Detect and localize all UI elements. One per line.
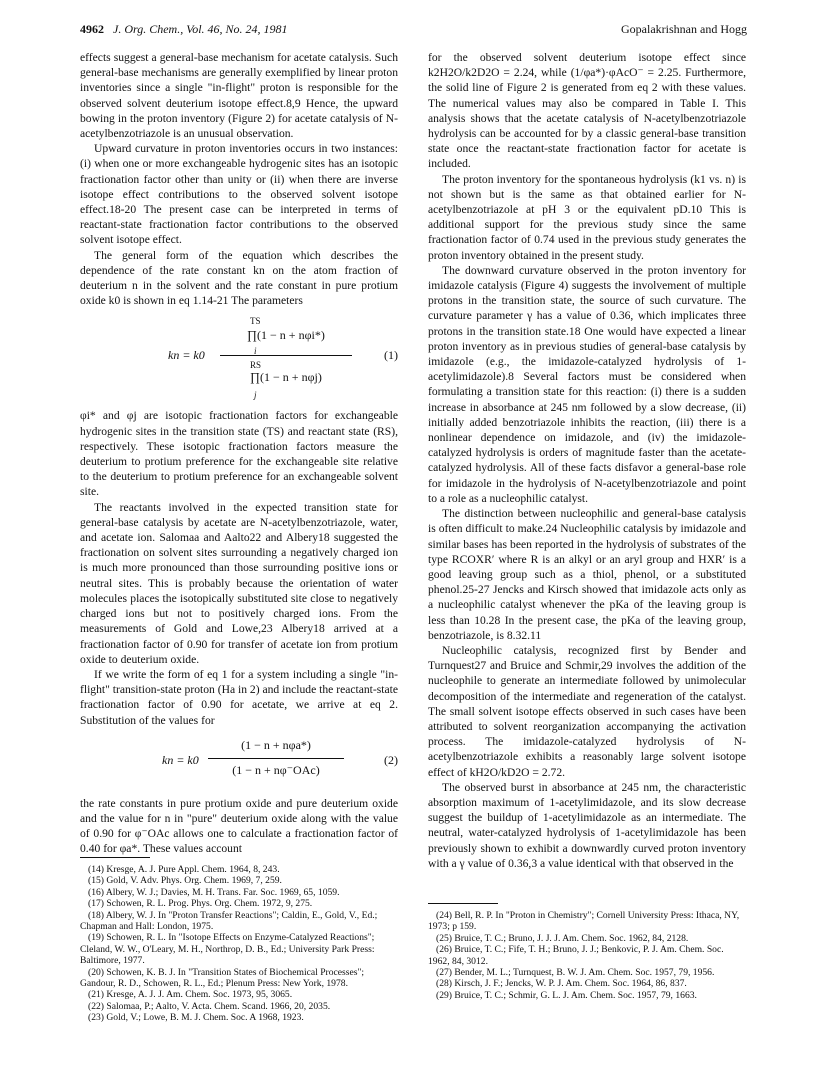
footnote: (17) Schowen, R. L. Prog. Phys. Org. Chem. 1972, 9, 275. [88,898,313,910]
paragraph: The reactants involved in the expected transition state for general-base catalysis by acetate are N-acetylbenzotriazole, water, and acetate ion. Salomaa and Aalto22 and Albery18 suggested the fractionation on solvent sites surrounding a negatively charged ion is much more pronounced than those surrounding positive ions or neutral sites. This is probably because the orientation of water molecules places the isotopically substituted site close to negatively charged ions but not to positively charged ions. From the measurements of Gold and Lowe,23 Albery18 arrived at a fractionation factor of 0.90 for transfer of acetate ion from protium oxide to deuterium oxide. [80,500,398,666]
paragraph: the rate constants in pure protium oxide and pure deuterium oxide and the value for n in "pure" deuterium oxide along with the value of 0.90 for φ⁻OAc allows one to calculate a fractionation factor of 0.40 for φa*. These values account [80,796,398,856]
footnote-rule [428,903,498,904]
left-column [80,50,398,857]
paragraph: The downward curvature observed in the proton inventory for imidazole catalysis (Figure 4) suggests the involvement of multiple protons in the transition state, the source of such curvature. The curvature parameter γ has a value of 0.36, which implicates three protons in the transition state.18 One would have expected a linear proton inventory as in previous studies of general-base catalysis by imidazole (e.g., the imidazole-catalyzed hydrolysis of 1-acetylimidazole).8 Several factors must be considered when formulating a transition state for this reaction: (i) there is a sudden increase in absorbance at 245 nm followed by a slow decrease, (ii) initially added benzotriazole inhibits the reaction, (iii) there is a nonlinear dependence on imidazole, and (iv) the imidazole-catalyzed hydrolysis is orders of magnitude faster than the acetate-catalyzed hydrolysis. All of these facts disfavor a general-base role for imidazole in the hydrolysis of N-acetylbenzotriazole and point to a role as a nucleophilic catalyst. [428,263,746,505]
product-index: i [254,346,257,357]
footnote: (28) Kirsch, J. F.; Jencks, W. P. J. Am. Chem. Soc. 1964, 86, 837. [436,978,687,990]
footnotes-left [80,857,398,1024]
paragraph: for the observed solvent deuterium isotope effect since k2H2O/k2D2O = 2.24, while (1/φa*)·φAcO⁻ = 2.25. Furthermore, the solid line of Figure 2 is generated from eq 2 with these values. The numerical values may also be compared in Table I. This analysis shows that the acetate catalysis of N-acetylbenzotriazole hydrolysis can be accounted for by a classic general-base transition state once the reactant-state fractionation factor for acetate is included. [428,51,746,171]
equation-number: (2) [384,752,398,767]
footnote: (21) Kresge, A. J. J. Am. Chem. Soc. 1973, 95, 3065. [88,989,293,1001]
footnote: (14) Kresge, A. J. Pure Appl. Chem. 1964, 8, 243. [88,864,280,875]
footnote: (26) Bruice, T. C.; Fife, T. H.; Bruno, J. J.; Benkovic, P. J. Am. Chem. Soc. 1962, 84, 3012. [428,944,724,967]
equation-numerator: (1 − n + nφa*) [241,737,311,752]
footnotes-right [428,903,746,1001]
footnote: (15) Gold, V. Adv. Phys. Org. Chem. 1969, 7, 259. [88,875,282,887]
equation-number: (1) [384,348,398,363]
equation-denominator: (1 − n + nφ⁻OAc) [232,762,320,777]
footnote: (24) Bell, R. P. In "Proton in Chemistry"; Cornell University Press: Ithaca, NY, 1973; p 159. [428,910,740,933]
paragraph: If we write the form of eq 1 for a system including a single "in-flight" transition-state proton (Ha in 2) and include the reactant-state fractionation factor of 0.90 for acetate, we arrive at eq 2. Substitution of the values for [80,667,398,727]
equation-2 [80,736,398,788]
footnote: (18) Albery, W. J. In "Proton Transfer Reactions"; Caldin, E., Gold, V., Ed.; Chapman and Hall: London, 1975. [80,909,378,933]
footnote: (23) Gold, V.; Lowe, B. M. J. Chem. Soc. A 1968, 1923. [88,1012,304,1024]
equation-denominator: ∏(1 − n + nφj) [250,370,322,385]
paragraph: effects suggest a general-base mechanism for acetate catalysis. Such general-base mechanisms are generally exemplified by linear proton inventories since a single "in-flight" proton is responsible for the observed solvent deuterium isotope effect.8,9 Hence, the upward bowing in the proton inventory (Figure 2) for acetate catalysis of N-acetylbenzotriazole is an unusual observation. [80,51,398,141]
equation-1 [80,314,398,402]
running-header [80,22,747,38]
equation-lhs: kn = k0 [162,752,199,767]
paragraph: Upward curvature in proton inventories occurs in two instances: (i) when one or more exchangeable hydrogenic sites has an isotopic fractionation factor other than unity or (ii) when there are inverse isotope effect contributions to the observed solvent isotope effect.18-20 The present case can be interpreted in terms of reactant-state fractionation factor contributions to the observed solvent isotope effect. [80,142,398,247]
equation-numerator: ∏(1 − n + nφi*) [247,328,325,343]
paragraph: The observed burst in absorbance at 245 nm, the characteristic absorption maximum of 1-acetylimidazole, and its slow decrease suggest the buildup of 1-acetylimidazole as an intermediate. The neutral, water-catalyzed hydrolysis of 1-acetylimidazole has been previously shown to exhibit a downwardly curved proton inventory with a γ value of 0.36,3 a value identical with that observed in the [428,780,746,870]
product-index: j [254,390,257,401]
product-upper-limit: TS [250,316,261,327]
fraction-bar [208,758,344,759]
equation-lhs: kn = k0 [168,348,205,363]
paragraph: Nucleophilic catalysis, recognized first by Bender and Turnquest27 and Bruice and Schmir,29 involves the addition of the nucleophile to generate an intermediate followed by unimolecular decomposition of the intermediate and regeneration of the catalyst. The small solvent isotope effects observed in such cases have been attributed to solvent reorganization accompanying the activation process. The imidazole-catalyzed hydrolysis of N-acetylbenzotriazole exhibits a reasonably large solvent isotope effect of kH2O/kD2O = 2.72. [428,643,746,779]
paragraph: φi* and φj are isotopic fractionation factors for exchangeable hydrogenic sites in the transition state (TS) and reactant state (RS), respectively. These isotopic fractionation factors measure the deuterium to protium preference for the exchangeable site relative to the deuterium to protium preference for an exchangeable solvent site. [80,409,398,499]
footnote: (19) Schowen, R. L. In "Isotope Effects on Enzyme-Catalyzed Reactions"; Cleland, W. W., O'Leary, M. H., Northrop, D. B., Ed.; University Park Press: Baltimore, 1977. [80,932,375,967]
footnote: (22) Salomaa, P.; Aalto, V. Acta. Chem. Scand. 1966, 20, 2035. [88,1000,331,1012]
product-upper-limit: RS [250,360,262,371]
footnote-rule [80,857,150,858]
paragraph: The general form of the equation which describes the dependence of the rate constant kn on the atom fraction of deuterium n in the solvent and the rate constant in pure protium oxide k0 is shown in eq 1.14-21 The parameters [80,248,398,308]
footnote: (16) Albery, W. J.; Davies, M. H. Trans. Far. Soc. 1969, 65, 1059. [88,886,340,898]
journal-citation: J. Org. Chem., Vol. 46, No. 24, 1981 [113,22,288,36]
footnote: (29) Bruice, T. C.; Schmir, G. L. J. Am. Chem. Soc. 1957, 79, 1663. [436,989,697,1001]
right-column [428,50,746,871]
footnote: (20) Schowen, K. B. J. In "Transition States of Biochemical Processes"; Gandour, R. D., Schowen, R. L., Ed.; Plenum Press: New York, 1978. [80,966,365,990]
page-number: 4962 [80,22,104,36]
paragraph: The distinction between nucleophilic and general-base catalysis is often difficult to make.24 Nucleophilic catalysis by imidazole and similar bases has been reported in the hydrolysis of substrates of the type RCOXR′ where R is an alkyl or an aryl group and HXR′ is a good leaving group such as a thiol, phenol, or a substituted phenol.25-27 Jencks and Kirsch showed that imidazole acts only as a nucleophilic catalyst whenever the pKa of the leaving group is less than 10.28 In the present case, the pKa of the leaving group, benzotriazole, is 8.32.11 [428,507,746,642]
fraction-bar [220,355,352,356]
footnote: (25) Bruice, T. C.; Bruno, J. J. J. Am. Chem. Soc. 1962, 84, 2128. [436,932,689,944]
footnote: (27) Bender, M. L.; Turnquest, B. W. J. Am. Chem. Soc. 1957, 79, 1956. [436,967,715,979]
authors: Gopalakrishnan and Hogg [621,22,747,36]
paragraph: The proton inventory for the spontaneous hydrolysis (k1 vs. n) is not shown but is the same as that obtained earlier for N-acetylbenzotriazole at pH 3 or the equivalent pD.10 This is additional support for the previous study since the same fractionation factor of 0.74 used in the previous study generates the proton inventory obtained in the present study. [428,172,746,262]
